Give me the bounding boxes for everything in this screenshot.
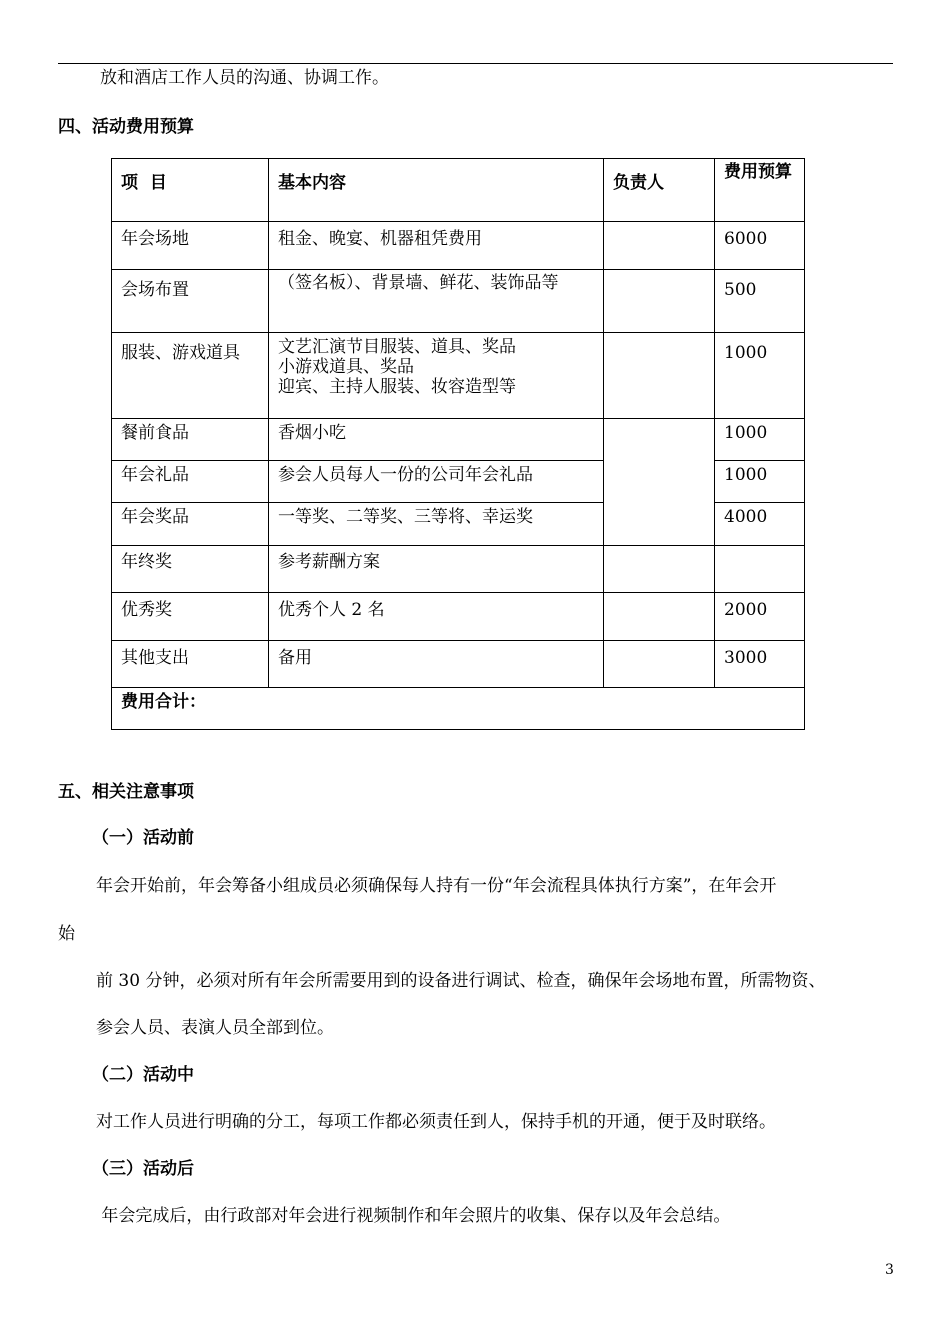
subheading-before: （一）活动前 bbox=[92, 828, 194, 848]
row-budget: 500 bbox=[715, 270, 805, 333]
section-heading-budget: 四、活动费用预算 bbox=[58, 117, 194, 137]
row-budget: 1000 bbox=[715, 461, 805, 503]
row-item: 服装、游戏道具 bbox=[112, 333, 269, 419]
row-item: 优秀奖 bbox=[112, 593, 269, 641]
subheading-after: （三）活动后 bbox=[92, 1159, 194, 1179]
row-content bbox=[269, 593, 604, 641]
row-content bbox=[269, 641, 604, 688]
continued-text: 放和酒店工作人员的沟通、协调工作。 bbox=[100, 68, 389, 88]
subheading-during: （二）活动中 bbox=[92, 1065, 194, 1085]
header-content: 基本内容 bbox=[269, 159, 604, 222]
table-total-row bbox=[112, 688, 805, 730]
row-budget: 6000 bbox=[715, 222, 805, 270]
row-item: 年会奖品 bbox=[112, 503, 269, 546]
row-owner-merged bbox=[604, 419, 715, 546]
row-content bbox=[269, 546, 604, 593]
content-line: 参会人员每人一份的公司年会礼品 bbox=[278, 465, 533, 485]
row-content bbox=[269, 419, 604, 461]
table-row bbox=[112, 222, 805, 270]
content-line: （签名板）、背景墙、鲜花、装饰品等 bbox=[278, 273, 559, 293]
content-line: 香烟小吃 bbox=[278, 423, 346, 443]
table-row bbox=[112, 333, 805, 419]
header-owner: 负责人 bbox=[604, 159, 715, 222]
content-line: 迎宾、主持人服装、妆容造型等 bbox=[278, 377, 516, 397]
header-budget: 费用预算 bbox=[715, 159, 805, 222]
row-item: 餐前食品 bbox=[112, 419, 269, 461]
header-rule bbox=[58, 63, 893, 64]
row-owner bbox=[604, 333, 715, 419]
content-line: 参考薪酬方案 bbox=[278, 552, 380, 572]
row-content bbox=[269, 503, 604, 546]
row-content bbox=[269, 461, 604, 503]
row-owner bbox=[604, 222, 715, 270]
row-item: 会场布置 bbox=[112, 270, 269, 333]
row-item: 年会场地 bbox=[112, 222, 269, 270]
table-row bbox=[112, 419, 805, 461]
row-budget: 4000 bbox=[715, 503, 805, 546]
content-line: 文艺汇演节目服装、道具、奖品 bbox=[278, 337, 516, 357]
row-budget bbox=[715, 546, 805, 593]
budget-table bbox=[111, 158, 805, 730]
row-owner bbox=[604, 593, 715, 641]
table-header-row bbox=[112, 159, 805, 222]
page-number: 3 bbox=[885, 1262, 894, 1278]
row-content bbox=[269, 333, 604, 419]
paragraph-line: 参会人员、表演人员全部到位。 bbox=[96, 1018, 334, 1038]
content-line: 租金、晚宴、机器租凭费用 bbox=[278, 229, 482, 249]
row-budget: 1000 bbox=[715, 333, 805, 419]
row-item: 年终奖 bbox=[112, 546, 269, 593]
paragraph-line: 始 bbox=[58, 924, 75, 944]
content-line: 小游戏道具、奖品 bbox=[278, 357, 414, 377]
header-item: 项 目 bbox=[112, 159, 269, 222]
paragraph-line: 年会完成后，由行政部对年会进行视频制作和年会照片的收集、保存以及年会总结。 bbox=[96, 1206, 731, 1226]
paragraph-line: 对工作人员进行明确的分工，每项工作都必须责任到人，保持手机的开通，便于及时联络。 bbox=[96, 1112, 776, 1132]
row-content bbox=[269, 270, 604, 333]
table-row bbox=[112, 546, 805, 593]
row-budget: 2000 bbox=[715, 593, 805, 641]
row-owner bbox=[604, 270, 715, 333]
content-line: 优秀个人 2 名 bbox=[278, 600, 385, 620]
section-heading-notes: 五、相关注意事项 bbox=[58, 782, 194, 802]
table-row bbox=[112, 593, 805, 641]
total-label: 费用合计： bbox=[112, 688, 805, 730]
row-owner bbox=[604, 641, 715, 688]
content-line: 备用 bbox=[278, 648, 312, 668]
table-row bbox=[112, 641, 805, 688]
paragraph-line: 年会开始前，年会筹备小组成员必须确保每人持有一份“年会流程具体执行方案”，在年会开 bbox=[96, 876, 777, 896]
row-item: 年会礼品 bbox=[112, 461, 269, 503]
row-budget: 3000 bbox=[715, 641, 805, 688]
row-content bbox=[269, 222, 604, 270]
paragraph-line: 前 30 分钟，必须对所有年会所需要用到的设备进行调试、检查，确保年会场地布置，所需物资、 bbox=[96, 971, 826, 991]
row-item: 其他支出 bbox=[112, 641, 269, 688]
row-budget: 1000 bbox=[715, 419, 805, 461]
row-owner bbox=[604, 546, 715, 593]
content-line: 一等奖、二等奖、三等将、幸运奖 bbox=[278, 507, 533, 527]
table-row bbox=[112, 270, 805, 333]
